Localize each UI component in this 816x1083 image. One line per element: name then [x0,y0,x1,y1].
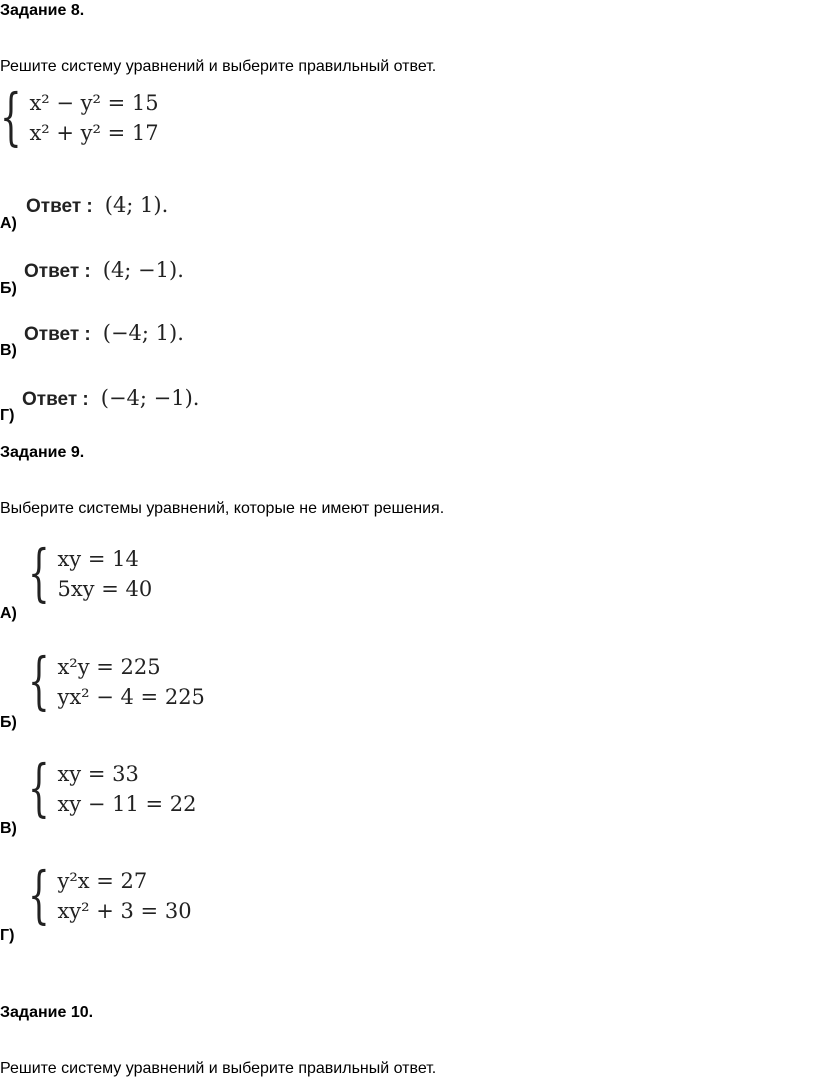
equation-line-2: xy² + 3 = 30 [57,899,192,923]
task8-option-a-answer[interactable] [26,193,168,218]
task9-prompt: Выберите системы уравнений, которые не имеют решения. [0,500,445,517]
task8-option-v-answer[interactable] [24,321,184,346]
brace-icon: { [28,751,50,824]
task8-equation-line-1: x² − y² = 15 [29,91,159,115]
task10-heading: Задание 10. [0,1004,94,1021]
task8-prompt: Решите систему уравнений и выберите правильный ответ. [0,58,437,75]
equation-line-1: y²x = 27 [57,869,148,893]
task8-heading: Задание 8. [0,2,85,19]
task9-heading: Задание 9. [0,444,85,461]
task9-option-a-system[interactable] [28,536,153,609]
task8-option-v-letter[interactable]: В) [0,342,17,359]
answer-word: Ответ : [26,196,93,217]
brace-icon: { [28,644,50,717]
equation-line-2: 5xy = 40 [57,577,153,601]
task9-option-g-system[interactable] [28,858,192,931]
task9-option-b-system[interactable] [28,644,205,717]
brace-icon: { [0,80,22,153]
equation-line-2: xy − 11 = 22 [57,792,197,816]
answer-value: (4; 1). [104,193,169,217]
task9-option-v-letter[interactable]: В) [0,820,17,837]
answer-value: (−4; −1). [100,386,200,410]
equation-line-1: xy = 33 [57,762,139,786]
task8-option-g-letter[interactable]: Г) [0,407,15,424]
equation-line-2: yx² − 4 = 225 [57,685,205,709]
answer-word: Ответ : [24,324,91,345]
answer-value: (−4; 1). [102,321,184,345]
task8-option-b-answer[interactable] [24,258,184,283]
task9-option-b-letter[interactable]: Б) [0,714,17,731]
brace-icon: { [28,536,50,609]
answer-value: (4; −1). [102,258,184,282]
task9-option-g-letter[interactable]: Г) [0,927,15,944]
task8-option-a-letter[interactable]: А) [0,215,17,232]
task10-prompt: Решите систему уравнений и выберите правильный ответ. [0,1060,437,1077]
task8-option-b-letter[interactable]: Б) [0,280,17,297]
brace-icon: { [28,858,50,931]
task8-option-g-answer[interactable] [22,386,199,411]
task9-option-a-letter[interactable]: А) [0,605,17,622]
task8-equation-line-2: x² + y² = 17 [29,121,159,145]
equation-line-1: xy = 14 [57,547,139,571]
task9-option-v-system[interactable] [28,751,197,824]
task8-equation-system [0,80,159,153]
equation-line-1: x²y = 225 [57,655,161,679]
answer-word: Ответ : [22,389,89,410]
answer-word: Ответ : [24,261,91,282]
